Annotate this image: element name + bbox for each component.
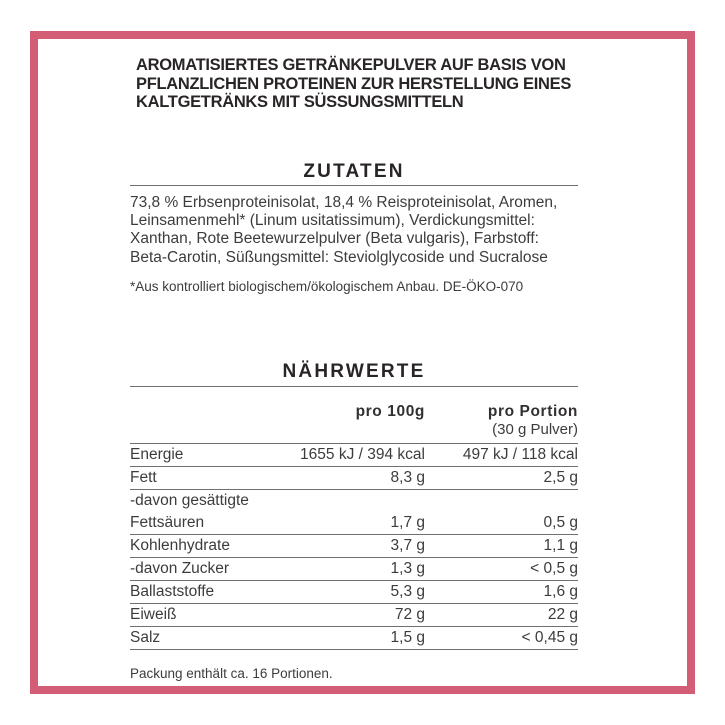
nutrition-row-label: -davon gesättigte (130, 492, 249, 510)
nutrition-row-label: Eiweiß (130, 606, 177, 624)
nutrition-table-subheader (130, 421, 578, 438)
product-title-line: PFLANZLICHEN PROTEINEN ZUR HERSTELLUNG EINES (136, 74, 572, 93)
nutrition-value-per-portion: 1,6 g (543, 583, 578, 601)
product-title-line: AROMATISIERTES GETRÄNKEPULVER AUF BASIS VON (136, 56, 566, 74)
ingredients-text: 73,8 % Erbsenproteinisolat, 18,4 % Reisproteinisolat, Aromen, Leinsamenmehl* (Linum usitatissimum), Verdickungsmittel: Xanthan, Rote Beetewurzelpulver (Beta vulgaris), Farbstoff: Beta-Carotin, Süßungsmittel: Steviolglycoside und Sucralose (130, 193, 558, 266)
nutrition-value-per-portion: 1,1 g (543, 537, 578, 555)
product-title-line: KALTGETRÄNKS MIT SÜSSUNGSMITTELN (136, 93, 464, 111)
ingredients-heading: ZUTATEN (303, 160, 405, 182)
nutrition-row (130, 512, 578, 535)
nutrition-value-per-100g: 1655 kJ / 394 kcal (300, 446, 425, 464)
nutrition-value-per-portion: < 0,45 g (521, 629, 578, 647)
nutrition-table-header (130, 403, 578, 421)
nutrition-value-per-100g: 8,3 g (390, 469, 425, 487)
nutrition-row-label: Energie (130, 446, 184, 464)
nutrition-heading-rule (130, 386, 578, 387)
nutrition-value-per-100g: 3,7 g (390, 537, 425, 555)
nutrition-row-label: -davon Zucker (130, 560, 230, 578)
nutrition-value-per-portion: 22 g (547, 606, 578, 624)
portions-note: Packung enthält ca. 16 Portionen. (130, 666, 333, 682)
nutrition-row (130, 490, 578, 512)
nutrition-value-per-portion: 0,5 g (543, 514, 578, 532)
nutrition-value-per-100g: 1,5 g (390, 629, 425, 647)
nutrition-value-per-100g: 5,3 g (390, 583, 425, 601)
nutrition-row-label: Ballaststoffe (130, 583, 215, 601)
nutrition-row (130, 558, 578, 581)
ingredients-heading-rule (130, 185, 578, 186)
column-header-per-portion: pro Portion (487, 403, 578, 421)
nutrition-row (130, 535, 578, 558)
nutrition-heading: NÄHRWERTE (282, 361, 426, 383)
nutrition-row (130, 604, 578, 627)
nutrition-table (130, 444, 578, 650)
organic-footnote: *Aus kontrolliert biologischem/ökologischem Anbau. DE-ÖKO-070 (130, 279, 524, 295)
nutrition-row (130, 581, 578, 604)
nutrition-row (130, 444, 578, 467)
column-subheader-portion-size: (30 g Pulver) (492, 421, 578, 439)
nutrition-row-label: Fett (130, 469, 157, 487)
label-content (130, 0, 578, 682)
nutrition-row (130, 627, 578, 650)
nutrition-value-per-portion: 497 kJ / 118 kcal (462, 446, 578, 464)
nutrition-row-label: Kohlenhydrate (130, 537, 230, 555)
nutrition-row-label: Salz (130, 629, 161, 647)
nutrition-value-per-100g: 1,3 g (390, 560, 425, 578)
nutrition-header-spacer (130, 403, 275, 421)
nutrition-value-per-100g: 1,7 g (390, 514, 425, 532)
nutrition-value-per-100g: 72 g (394, 606, 425, 624)
nutrition-value-per-portion: 2,5 g (543, 469, 578, 487)
product-title (136, 56, 578, 112)
column-header-per-100g: pro 100g (355, 403, 425, 421)
nutrition-value-per-portion: < 0,5 g (530, 560, 578, 578)
nutrition-row-label: Fettsäuren (130, 514, 205, 532)
nutrition-row (130, 467, 578, 490)
